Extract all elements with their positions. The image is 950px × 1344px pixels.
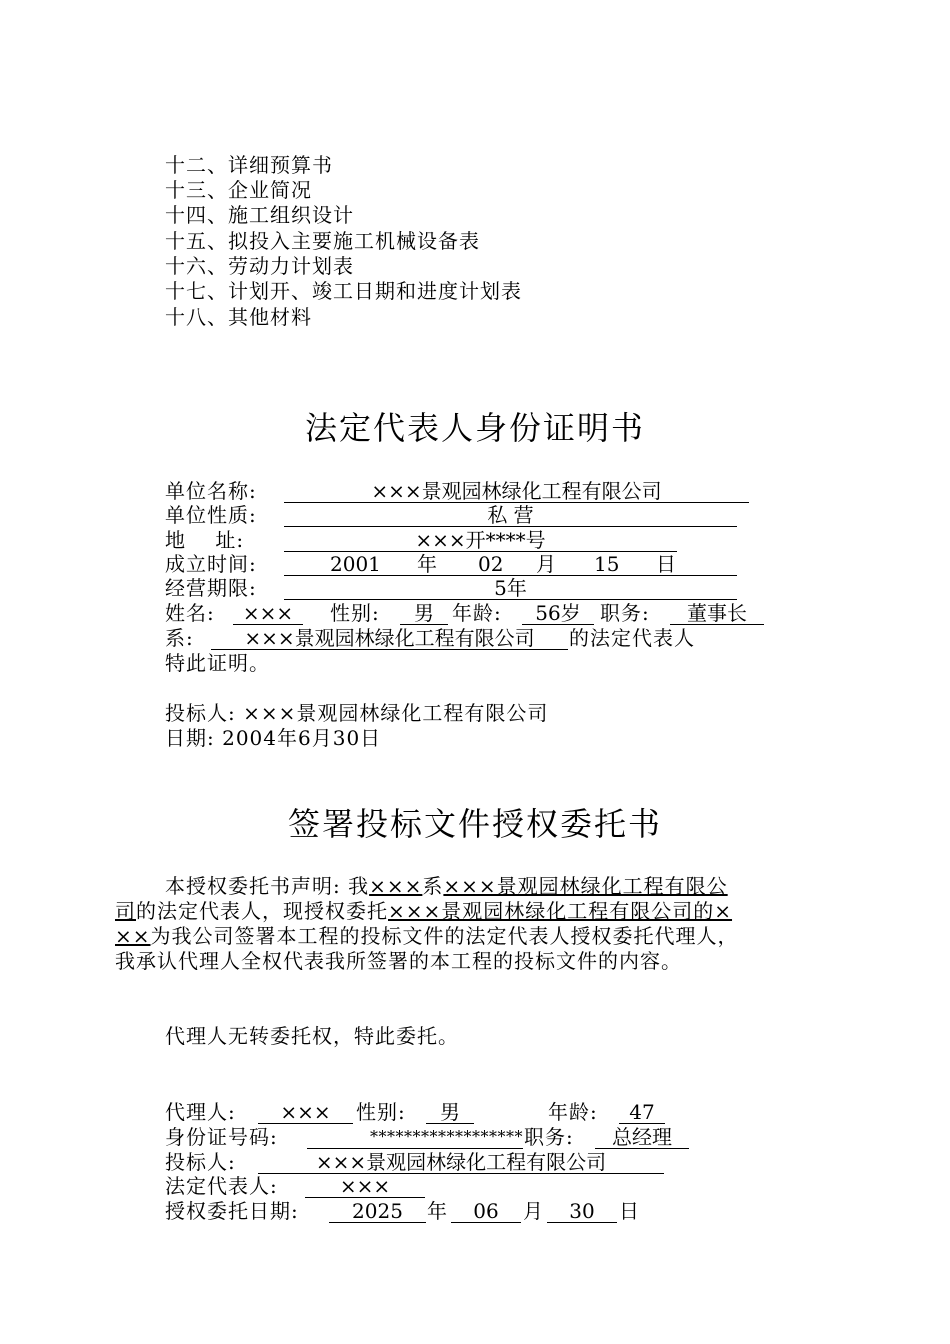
- gender-value: 男: [400, 601, 448, 625]
- unit-name-label: 单位名称:: [165, 479, 257, 503]
- founded-date-field: [284, 552, 737, 576]
- auth-company: 司: [115, 899, 136, 923]
- day-char: 日: [619, 1199, 640, 1223]
- toc-item: 十五、拟投入主要施工机械设备表: [165, 229, 480, 253]
- unit-nature-value: 私 营: [284, 503, 737, 527]
- age-label: 年龄:: [452, 601, 502, 625]
- agent-age-value: 47: [619, 1100, 665, 1124]
- auth-line-3: [115, 924, 835, 948]
- auth-agent-name: ××: [115, 924, 151, 948]
- of-company: ×××景观园林绿化工程有限公司: [211, 626, 568, 650]
- auth-text: 本授权委托书声明: 我: [165, 874, 370, 898]
- agent-value: ×××: [258, 1100, 353, 1124]
- auth-rep-name: ×××: [369, 874, 423, 898]
- position-value: 董事长: [670, 601, 764, 625]
- auth-text: 系: [422, 874, 444, 898]
- gender-label: 性别:: [330, 601, 380, 625]
- rep-value: ×××: [305, 1174, 425, 1198]
- agent-age-label: 年龄:: [548, 1100, 598, 1124]
- agent-label: 代理人:: [165, 1100, 236, 1124]
- toc-item: 十七、计划开、竣工日期和进度计划表: [165, 279, 522, 303]
- term-label: 经营期限:: [165, 576, 257, 600]
- agent-gender-value: 男: [426, 1100, 474, 1124]
- address-value: ×××开****号: [284, 528, 677, 552]
- term-value: 5年: [284, 576, 737, 600]
- rep-label: 法定代表人:: [165, 1174, 278, 1198]
- founded-day: 15: [594, 552, 620, 576]
- day-char: 日: [656, 552, 676, 576]
- auth-line-2: [115, 899, 835, 923]
- toc-item: 十二、详细预算书: [165, 153, 333, 177]
- of-label: 系:: [165, 626, 194, 650]
- auth-date-label: 授权委托日期:: [165, 1199, 299, 1223]
- toc-item: 十四、施工组织设计: [165, 203, 354, 227]
- unit-nature-label: 单位性质:: [165, 503, 257, 527]
- auth-agent-company: ×××景观园林绿化工程有限公司的×: [388, 899, 733, 923]
- id-value: ******************: [307, 1125, 523, 1149]
- name-label: 姓名:: [165, 601, 215, 625]
- auth-text: 的法定代表人，现授权委托: [136, 899, 388, 923]
- age-value: 56岁: [522, 601, 594, 625]
- bidder-label: 投标人:: [165, 1150, 236, 1174]
- bidder-line: 投标人: ×××景观园林绿化工程有限公司: [165, 701, 549, 725]
- auth-line-4: 我承认代理人全权代表我所签署的本工程的投标文件的内容。: [115, 949, 682, 973]
- auth-text: 为我公司签署本工程的投标文件的法定代表人授权委托代理人，: [150, 924, 739, 948]
- name-value: ×××: [233, 601, 303, 625]
- auth-date-day: 30: [547, 1199, 617, 1223]
- founded-month: 02: [478, 552, 504, 576]
- address-label: 地 址:: [165, 528, 245, 552]
- agent-position-value: 总经理: [595, 1125, 689, 1149]
- id-label: 身份证号码:: [165, 1125, 278, 1149]
- toc-item: 十六、劳动力计划表: [165, 254, 354, 278]
- auth-date-month: 06: [451, 1199, 521, 1223]
- toc-item: 十八、其他材料: [165, 305, 312, 329]
- bidder-value: ×××景观园林绿化工程有限公司: [258, 1150, 664, 1174]
- auth-company: ×××景观园林绿化工程有限公: [443, 874, 728, 898]
- year-char: 年: [417, 552, 437, 576]
- month-char: 月: [536, 552, 556, 576]
- agent-position-label: 职务:: [524, 1125, 574, 1149]
- no-transfer-text: 代理人无转委托权，特此委托。: [165, 1024, 459, 1048]
- unit-name-value: ×××景观园林绿化工程有限公司: [284, 479, 749, 503]
- agent-gender-label: 性别:: [356, 1100, 406, 1124]
- auth-line-1: [115, 874, 835, 898]
- authorization-title: 签署投标文件授权委托书: [287, 805, 662, 843]
- year-char: 年: [427, 1199, 448, 1223]
- certify-text: 特此证明。: [165, 651, 270, 675]
- toc-item: 十三、企业简况: [165, 178, 312, 202]
- month-char: 月: [523, 1199, 544, 1223]
- date-line: 日期: 2004年6月30日: [165, 726, 382, 750]
- founded-label: 成立时间:: [165, 552, 257, 576]
- of-suffix: 的法定代表人: [569, 626, 695, 650]
- auth-date-year: 2025: [329, 1199, 426, 1223]
- legal-rep-title: 法定代表人身份证明书: [304, 409, 645, 447]
- founded-year: 2001: [330, 552, 381, 576]
- position-label: 职务:: [600, 601, 650, 625]
